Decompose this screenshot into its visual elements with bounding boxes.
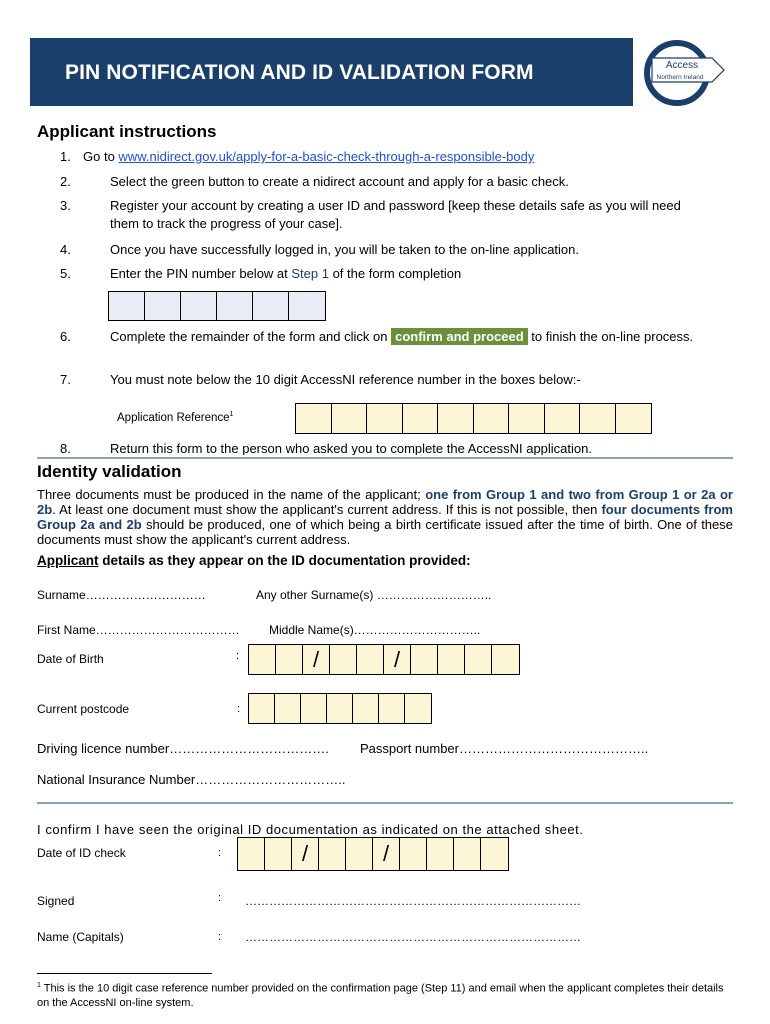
postcode-char-box[interactable] [379, 694, 405, 723]
date-separator: / [303, 645, 330, 674]
footnote-rule [37, 973, 212, 974]
step-1 [83, 148, 683, 166]
step-number: 8. [60, 441, 71, 456]
applicant-details-heading [37, 553, 471, 568]
date-digit-box[interactable] [427, 838, 454, 870]
reference-digit-box[interactable] [509, 404, 545, 433]
reference-digit-box[interactable] [545, 404, 581, 433]
driving-licence-field[interactable]: Driving licence number………………………………. [37, 741, 329, 756]
postcode-char-box[interactable] [405, 694, 431, 723]
step-6 [110, 328, 710, 346]
postcode-char-box[interactable] [249, 694, 275, 723]
identity-text: should be produced, one of which being a birth certificate issued after the time of birth. One of these documents must show the applicant's current address. [37, 517, 734, 547]
identity-heading: Identity validation [37, 462, 182, 481]
footnote-text: This is the 10 digit case reference number provided on the confirmation page (Step 11) and email when the applicant completes their details on the AccessNI on-line system. [37, 982, 724, 1009]
name-capitals-line[interactable]: ………………………………………………………………………… [245, 930, 581, 944]
step-6-text-end: to finish the on-line process. [527, 329, 694, 344]
step-5 [110, 265, 710, 283]
reference-digit-box[interactable] [616, 404, 652, 433]
colon: : [218, 847, 222, 859]
id-check-date-label: Date of ID check [37, 846, 126, 860]
accessni-logo [640, 40, 730, 106]
date-digit-box[interactable] [481, 838, 508, 870]
pin-digit-box[interactable] [217, 292, 253, 320]
date-digit-box[interactable] [238, 838, 265, 870]
date-digit-box[interactable] [454, 838, 481, 870]
postcode-label: Current postcode [37, 702, 130, 716]
section-divider [37, 457, 733, 459]
step-number: 3. [60, 198, 71, 213]
instructions-heading: Applicant instructions [37, 122, 217, 141]
step-number: 4. [60, 242, 71, 257]
footnote-marker: 1 [229, 411, 234, 418]
signed-label: Signed [37, 894, 75, 908]
step-4: Once you have successfully logged in, you will be taken to the on-line application. [110, 242, 580, 257]
reference-digit-box[interactable] [403, 404, 439, 433]
ni-number-field[interactable]: National Insurance Number…………………………….. [37, 772, 346, 787]
pin-boxes [108, 291, 326, 321]
footnote [37, 979, 733, 1010]
colon: : [237, 703, 241, 715]
signature-line[interactable]: ………………………………………………………………………… [245, 894, 581, 908]
step-number: 2. [60, 174, 71, 189]
date-separator: / [373, 838, 400, 870]
step-7: You must note below the 10 digit AccessNI reference number in the boxes below:- [110, 372, 581, 387]
colon: : [236, 650, 240, 662]
date-digit-box[interactable] [249, 645, 276, 674]
postcode-boxes [248, 693, 432, 724]
confirmation-statement: I confirm I have seen the original ID documentation as indicated on the attached sheet. [37, 822, 584, 837]
name-capitals-label: Name (Capitals) [37, 930, 124, 944]
application-reference-label [117, 411, 233, 424]
date-digit-box[interactable] [465, 645, 492, 674]
date-digit-box[interactable] [492, 645, 519, 674]
step-5-text-end: of the form completion [328, 266, 462, 281]
pin-digit-box[interactable] [145, 292, 181, 320]
dob-boxes [248, 644, 520, 675]
form-title: PIN NOTIFICATION AND ID VALIDATION FORM [65, 61, 534, 84]
date-digit-box[interactable] [330, 645, 357, 674]
date-digit-box[interactable] [411, 645, 438, 674]
date-separator: / [292, 838, 319, 870]
date-digit-box[interactable] [265, 838, 292, 870]
pin-digit-box[interactable] [289, 292, 325, 320]
postcode-char-box[interactable] [301, 694, 327, 723]
date-separator: / [384, 645, 411, 674]
step-1-text: Go to [83, 149, 119, 164]
reference-digit-box[interactable] [438, 404, 474, 433]
date-digit-box[interactable] [346, 838, 373, 870]
nidirect-link[interactable]: www.nidirect.gov.uk/apply-for-a-basic-check-through-a-responsible-body [118, 149, 535, 164]
identity-text: Three documents must be produced in the name of the applicant; [37, 487, 426, 502]
confirm-and-proceed-label: confirm and proceed [391, 328, 528, 345]
step-number: 7. [60, 372, 71, 387]
first-name-field[interactable]: First Name……………………………… [37, 623, 240, 637]
section-divider [37, 802, 733, 804]
footnote-marker: 1 [37, 982, 41, 989]
reference-digit-box[interactable] [580, 404, 616, 433]
application-reference-text: Application Reference [117, 411, 230, 424]
step-number: 1. [60, 149, 71, 164]
svg-text:Access: Access [665, 60, 699, 71]
application-reference-boxes [295, 403, 652, 434]
date-digit-box[interactable] [438, 645, 465, 674]
pin-digit-box[interactable] [181, 292, 217, 320]
reference-digit-box[interactable] [332, 404, 368, 433]
step-5-text: Enter the PIN number below at [110, 266, 292, 281]
step-6-text: Complete the remainder of the form and click on [110, 329, 392, 344]
id-check-date-boxes [237, 837, 509, 871]
applicant-word: Applicant [37, 553, 99, 568]
postcode-char-box[interactable] [275, 694, 301, 723]
svg-text:Northern Ireland: Northern Ireland [656, 74, 704, 81]
date-digit-box[interactable] [357, 645, 384, 674]
postcode-char-box[interactable] [353, 694, 379, 723]
passport-field[interactable]: Passport number…………………………………….. [360, 741, 649, 756]
date-digit-box[interactable] [400, 838, 427, 870]
group-requirement: one from Group 1 and two from Group 1 or 2a or 2b [37, 487, 733, 517]
colon: : [218, 892, 222, 904]
colon: : [218, 931, 222, 943]
step-3: Register your account by creating a user ID and password [keep these details safe as you will need them to track the progress of your case]. [110, 198, 681, 231]
identity-text: . At least one document must show the applicant's current address. If this is not possible, then [52, 502, 602, 517]
step-number: 6. [60, 329, 71, 344]
step-2: Select the green button to create a nidirect account and apply for a basic check. [110, 174, 569, 189]
step-1-reference: Step 1 [291, 266, 329, 281]
pin-digit-box[interactable] [253, 292, 289, 320]
middle-names-field[interactable]: Middle Name(s)………………………….. [269, 623, 481, 637]
reference-digit-box[interactable] [296, 404, 332, 433]
other-surnames-field[interactable]: Any other Surname(s) ……………………….. [256, 588, 492, 602]
postcode-char-box[interactable] [327, 694, 353, 723]
dob-label: Date of Birth [37, 652, 104, 666]
date-digit-box[interactable] [276, 645, 303, 674]
details-heading-rest: details as they appear on the ID documentation provided: [98, 553, 471, 568]
group-requirement-alt: four documents from Group 2a and 2b [37, 502, 733, 532]
reference-digit-box[interactable] [474, 404, 510, 433]
step-number: 5. [60, 266, 71, 281]
reference-digit-box[interactable] [367, 404, 403, 433]
step-8: Return this form to the person who asked you to complete the AccessNI application. [110, 441, 592, 455]
surname-field[interactable]: Surname………………………… [37, 588, 206, 602]
date-digit-box[interactable] [319, 838, 346, 870]
pin-digit-box[interactable] [109, 292, 145, 320]
identity-instructions [37, 487, 733, 547]
